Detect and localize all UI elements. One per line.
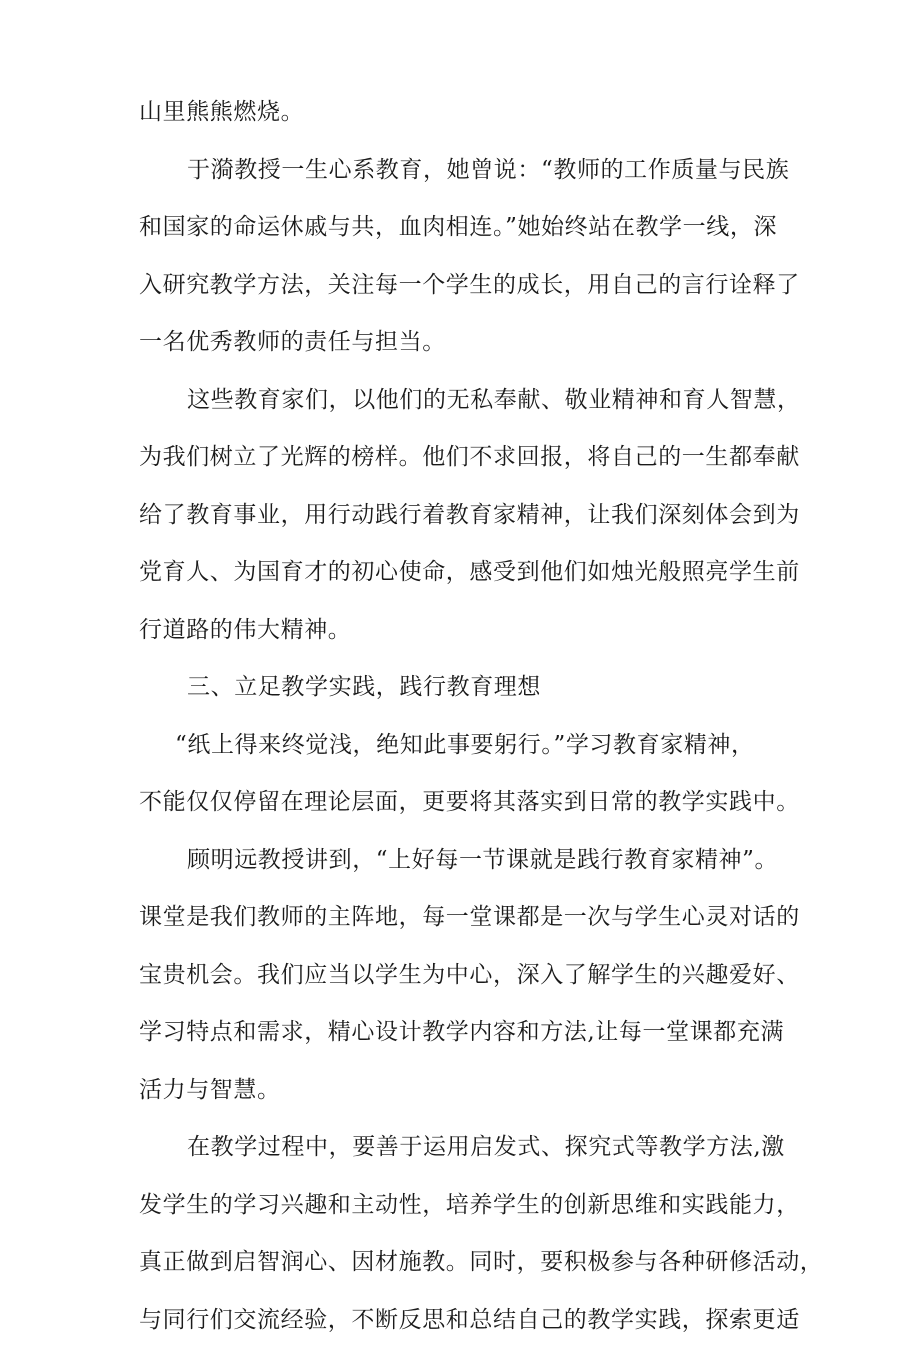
text-line: 山里熊熊燃烧。	[139, 84, 789, 142]
text-line: 不能仅仅停留在理论层面，更要将其落实到日常的教学实践中。	[139, 774, 789, 832]
text-line: 真正做到启智润心、因材施教。同时，要积极参与各种研修活动，	[139, 1234, 789, 1292]
text-line: 给了教育事业，用行动践行着教育家精神，让我们深刻体会到为	[139, 487, 789, 545]
section-heading: 三、立足教学实践，践行教育理想	[139, 659, 789, 717]
text-line: 宝贵机会。我们应当以学生为中心，深入了解学生的兴趣爱好、	[139, 947, 789, 1005]
text-line: 与同行们交流经验，不断反思和总结自己的教学实践，探索更适	[139, 1292, 789, 1349]
text-line: 发学生的学习兴趣和主动性，培养学生的创新思维和实践能力，	[139, 1177, 789, 1235]
text-line: 这些教育家们，以他们的无私奉献、敬业精神和育人智慧，	[139, 372, 789, 430]
text-line: 在教学过程中，要善于运用启发式、探究式等教学方法,激	[139, 1119, 789, 1177]
document-page	[139, 84, 789, 1349]
text-line: 党育人、为国育才的初心使命，感受到他们如烛光般照亮学生前	[139, 544, 789, 602]
text-line: 一名优秀教师的责任与担当。	[139, 314, 789, 372]
text-line: “纸上得来终觉浅，绝知此事要躬行。”学习教育家精神，	[139, 717, 789, 775]
text-line: 于漪教授一生心系教育，她曾说：“教师的工作质量与民族	[139, 142, 789, 200]
text-line: 为我们树立了光辉的榜样。他们不求回报，将自己的一生都奉献	[139, 429, 789, 487]
text-line: 课堂是我们教师的主阵地，每一堂课都是一次与学生心灵对话的	[139, 889, 789, 947]
text-line: 和国家的命运休戚与共，血肉相连。”她始终站在教学一线，深	[139, 199, 789, 257]
text-line: 活力与智慧。	[139, 1062, 789, 1120]
text-line: 行道路的伟大精神。	[139, 602, 789, 660]
text-line: 顾明远教授讲到，“上好每一节课就是践行教育家精神”。	[139, 832, 789, 890]
text-line: 入研究教学方法，关注每一个学生的成长，用自己的言行诠释了	[139, 257, 789, 315]
text-line: 学习特点和需求，精心设计教学内容和方法,让每一堂课都充满	[139, 1004, 789, 1062]
